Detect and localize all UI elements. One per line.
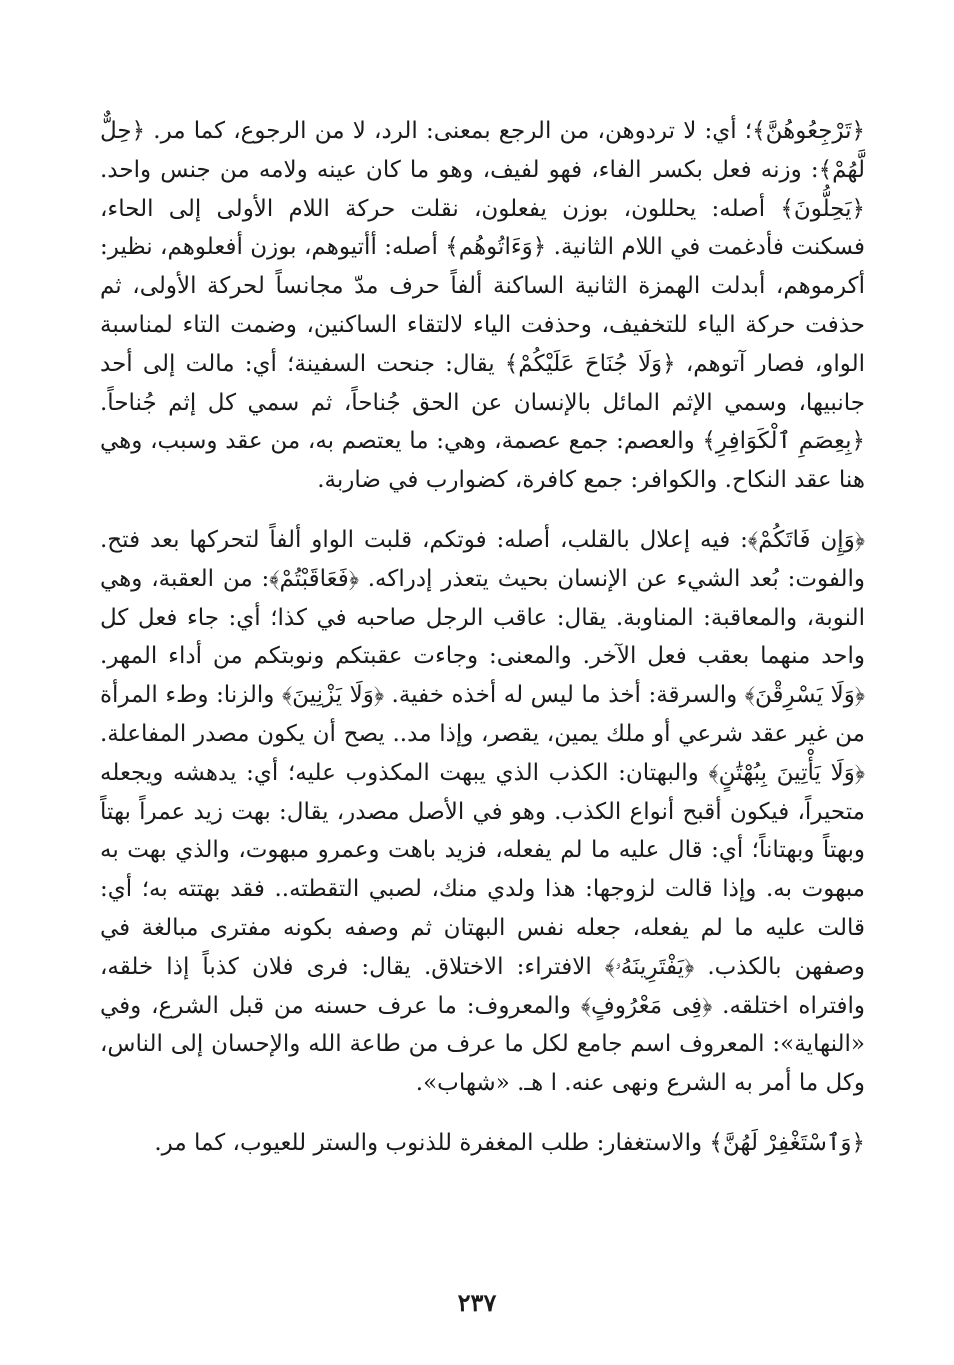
page-body (100, 112, 865, 1163)
paragraph-2: ﴿وَإِن فَاتَكُمْ﴾: فيه إعلال بالقلب، أصله: فوتكم، قلبت الواو ألفاً لتحركها بعد فتح. والفوت: بُعد الشيء عن الإنسان بحيث يتعذر إدراكه. ﴿فَعَاقَبْتُمْ﴾: من العقبة، وهي النوبة، والمعاقبة: المناوبة. يقال: عاقب الرجل صاحبه في كذا؛ أي: جاء فعل كل واحد منهما بعقب فعل الآخر. والمعنى: وجاءت عقبتكم ونوبتكم من أداء المهر. ﴿وَلَا يَسْرِقْنَ﴾ والسرقة: أخذ ما ليس له أخذه خفية. ﴿وَلَا يَزْنِينَ﴾ والزنا: وطء المرأة من غير عقد شرعي أو ملك يمين، يقصر، وإذا مد.. يصح أن يكون مصدر المفاعلة. ﴿وَلَا يَأْتِينَ بِبُهْتَٰنٍ﴾ والبهتان: الكذب الذي يبهت المكذوب عليه؛ أي: يدهشه ويجعله متحيراً، فيكون أقبح أنواع الكذب. وهو في الأصل مصدر، يقال: بهت زيد عمراً بهتاً وبهتاً وبهتاناً؛ أي: قال عليه ما لم يفعله، فزيد باهت وعمرو مبهوت، والذي بهت به مبهوت به. وإذا قالت لزوجها: هذا ولدي منك، لصبي التقطته.. فقد بهتته به؛ أي: قالت عليه ما لم يفعله، جعله نفس البهتان ثم وصفه بكونه مفترى مبالغة في وصفهن بالكذب. ﴿يَفْتَرِينَهُۥ﴾ الافتراء: الاختلاق. يقال: فرى فلان كذباً إذا خلقه، وافتراه اختلقه. ﴿فِى مَعْرُوفٍ﴾ والمعروف: ما عرف حسنه من قبل الشرع، وفي «النهاية»: المعروف اسم جامع لكل ما عرف من طاعة الله والإحسان إلى الناس، وكل ما أمر به الشرع ونهى عنه. ا هـ. «شهاب». (100, 526, 865, 1097)
paragraph-3: ﴿وَٱسْتَغْفِرْ لَهُنَّ﴾ والاستغفار: طلب المغفرة للذنوب والستر للعيوب، كما مر. (154, 1129, 865, 1156)
paragraph-1: ﴿تَرْجِعُوهُنَّ﴾؛ أي: لا تردوهن، من الرجع بمعنى: الرد، لا من الرجوع، كما مر. ﴿حِلٌّ لَّهُمْ﴾: وزنه فعل بكسر الفاء، فهو لفيف، وهو ما كان عينه ولامه من جنس واحد. ﴿يَحِلُّونَ﴾ أصله: يحللون، بوزن يفعلون، نقلت حركة اللام الأولى إلى الحاء، فسكنت فأدغمت في اللام الثانية. ﴿وَءَاتُوهُم﴾ أصله: أأتيوهم، بوزن أفعلوهم، نظير: أكرموهم، أبدلت الهمزة الثانية الساكنة ألفاً حرف مدّ مجانساً لحركة الأولى، ثم حذفت حركة الياء للتخفيف، وحذفت الياء لالتقاء الساكنين، وضمت التاء لمناسبة الواو، فصار آتوهم، ﴿وَلَا جُنَاحَ عَلَيْكُمْ﴾ يقال: جنحت السفينة؛ أي: مالت إلى أحد جانبيها، وسمي الإثم المائل بالإنسان عن الحق جُناحاً، ثم سمي كل إثم جُناحاً. ﴿بِعِصَمِ ٱلْكَوَافِرِ﴾ والعصم: جمع عصمة، وهي: ما يعتصم به، من عقد وسبب، وهي هنا عقد النكاح. والكوافر: جمع كافرة، كضوارب في ضاربة. (100, 118, 865, 494)
page-number: ٢٣٧ (457, 1288, 497, 1317)
